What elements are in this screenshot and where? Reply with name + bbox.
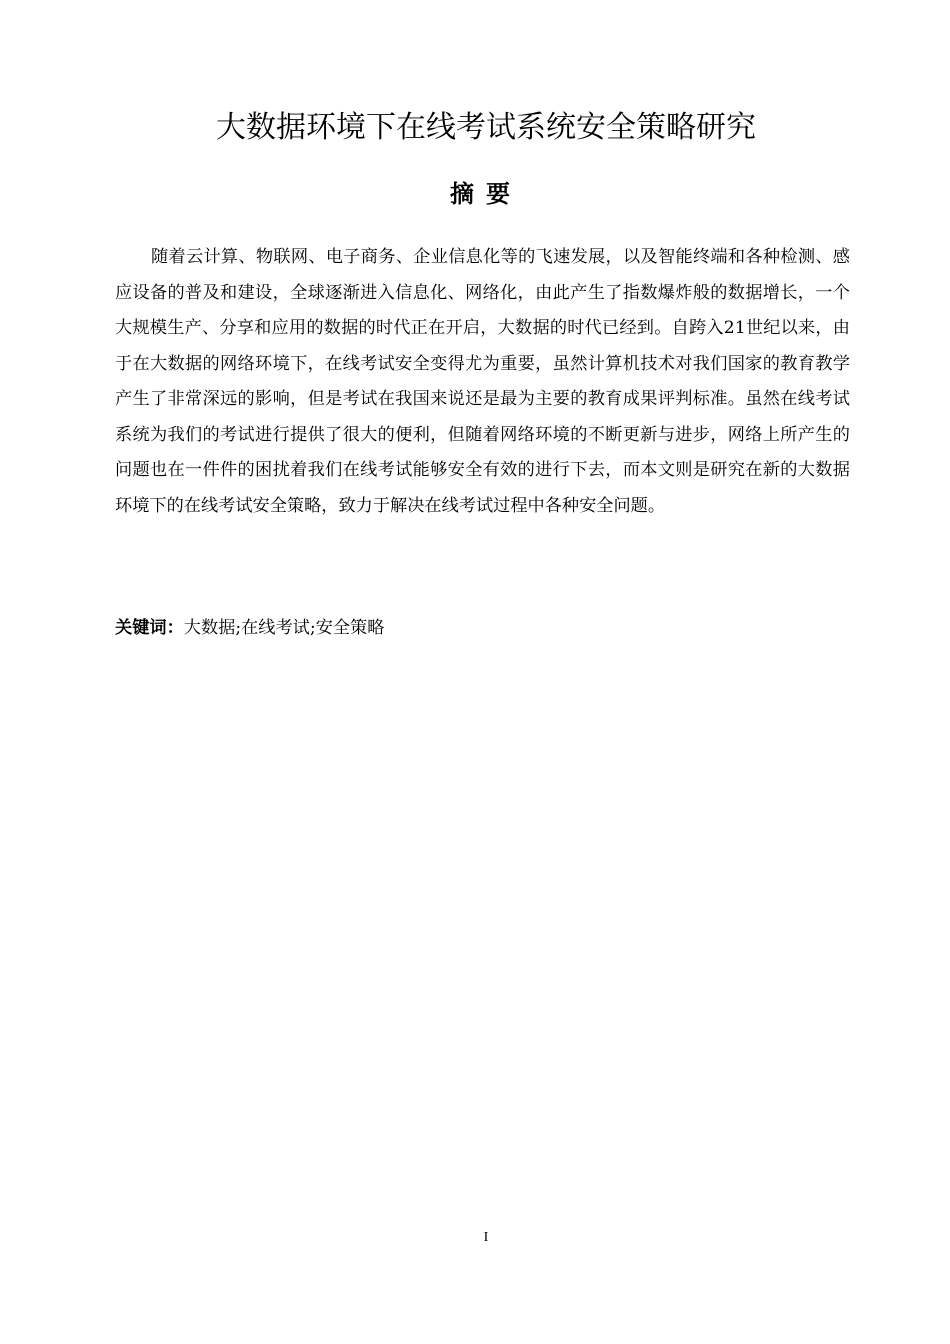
keywords-line (115, 611, 850, 646)
abstract-heading: 摘要 (450, 180, 522, 208)
paper-title: 大数据环境下在线考试系统安全策略研究 (216, 110, 756, 145)
keywords-label: 关键词： (115, 618, 184, 638)
keywords-value: 大数据;在线考试;安全策略 (183, 618, 385, 638)
page-number: I (483, 1230, 489, 1245)
abstract-paragraph: 随着云计算、物联网、电子商务、企业信息化等的飞速发展，以及智能终端和各种检测、感应设备的普及和建设，全球逐渐进入信息化、网络化，由此产生了指数爆炸般的数据增长，一个大规模生产、分享和应用的数据的时代正在开启，大数据的时代已经到。自跨入21世纪以来，由于在大数据的网络环境下，在线考试安全变得尤为重要，虽然计算机技术对我们国家的教育教学产生了非常深远的影响，但是考试在我国来说还是最为主要的教育成果评判标准。虽然在线考试系统为我们的考试进行提供了很大的便利，但随着网络环境的不断更新与进步，网络上所产生的问题也在一件件的困扰着我们在线考试能够安全有效的进行下去，而本文则是研究在新的大数据环境下的在线考试安全策略，致力于解决在线考试过程中各种安全问题。 (115, 247, 850, 516)
